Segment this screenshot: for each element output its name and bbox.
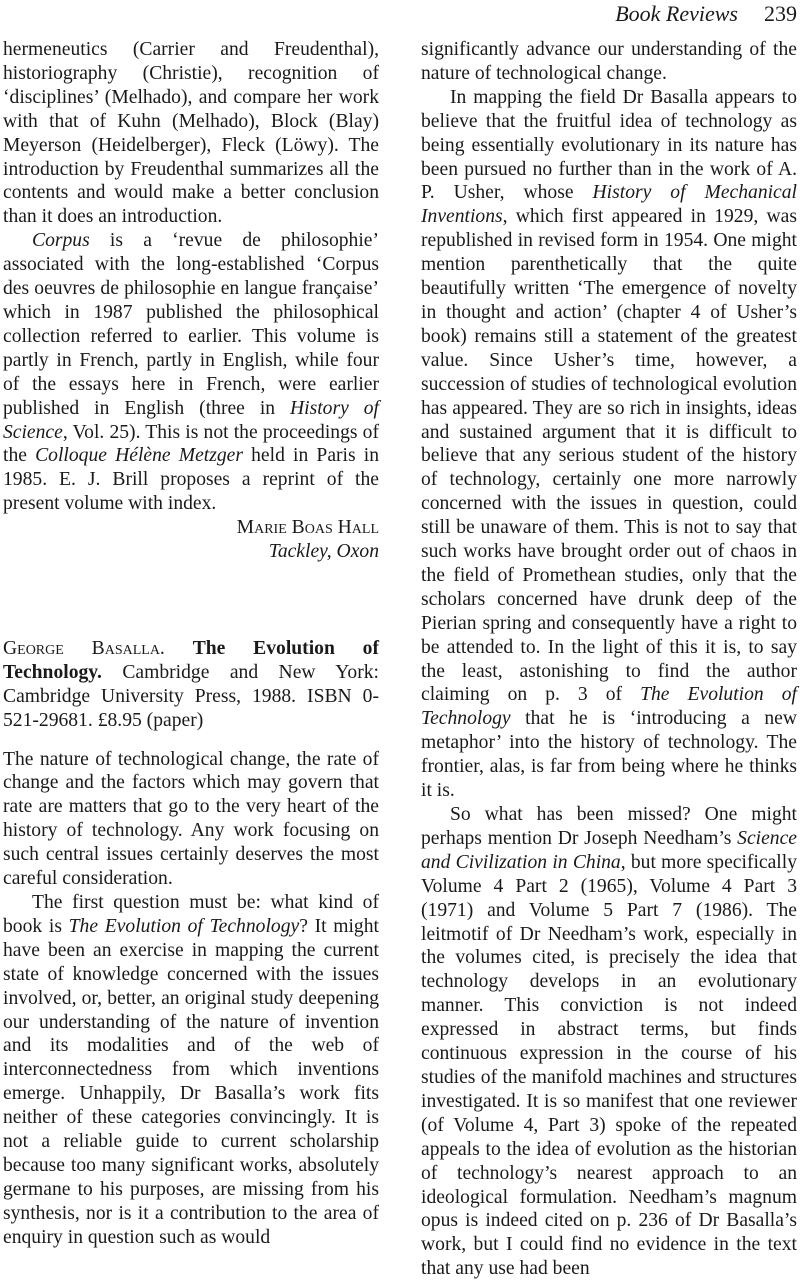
book-author: George Basalla. xyxy=(3,637,165,659)
paragraph: The nature of technological change, the rate of change and the factors which may govern that rate are matters that go to the very heart of the history of technology. Any work focusing on such central issues certainly deserves the most careful consideration. xyxy=(3,748,379,890)
book-publication: Cambridge and New York: Cambridge University Press, 1988. ISBN 0-521-29681. £8.95 (paper) xyxy=(3,661,379,731)
page-number: 239 xyxy=(764,1,797,26)
reviewer-name: Marie Boas Hall xyxy=(236,517,379,539)
reviewer-location: Tackley, Oxon xyxy=(268,541,379,563)
journal-title-corpus: Corpus xyxy=(32,230,90,252)
journal-title-hos: History of Science xyxy=(3,397,379,443)
needham-book-title: Science and Civilization in China xyxy=(421,827,797,873)
paragraph: Corpus is a ‘revue de philosophie’ associated with the long-established ‘Corpus des oeuvres de philosophie en langue française’ which in 1987 published the philosophical collection referred to earlier. This volume is partly in French, partly in English, while four of the essays here in French, were earlier published in English (three in History of Science, Vol. 25). This is not the proceedings of the Colloque Hélène Metzger held in Paris in 1985. E. J. Brill proposes a reprint of the present volume with index. xyxy=(3,230,380,515)
book-title-ref: The Evolution of Technology xyxy=(421,684,797,730)
running-head xyxy=(615,0,797,32)
colloque-title: Colloque Hélène Metzger xyxy=(35,445,243,467)
paragraph: The first question must be: what kind of book is The Evolution of Technology? It might have been an exercise in mapping the current state of knowledge concerned with the issues involved, or, better, an original study deepening our understanding of the nature of invention and its modalities and of the web of interconnectedness from which inventions emerge. Unhappily, Dr Basalla’s work fits neither of these categories convincingly. It is not a reliable guide to current scholarship because too many significant works, absolutely germane to his purposes, are missing from his synthesis, nor is it a contribution to the area of enquiry in question such as would xyxy=(3,892,379,1248)
book-title-ref: The Evolution of Technology xyxy=(68,915,300,937)
review-heading xyxy=(3,637,379,733)
paragraph: So what has been missed? One might perhaps mention Dr Joseph Needham’s Science and Civilization in China, but more specifically Volume 4 Part 2 (1965), Volume 4 Part 3 (1971) and Volume 5 Part 7 (1986). The leitmotif of Dr Needham’s work, especially in the volumes cited, is precisely the idea that technology develops in an evolutionary manner. This conviction is not indeed expressed in abstract terms, but finds continuous expression in the course of his studies of the manifold machines and structures investigated. It is so manifest that one reviewer (of Volume 4, Part 3) spoke of the repeated appeals to the idea of evolution as the historian of technology’s nearest approach to an ideological formulation. Needham’s magnum opus is indeed cited on p. 236 of Dr Basalla’s work, but I could find no evidence in the text that any use had been xyxy=(421,804,797,1280)
left-column xyxy=(3,38,379,1250)
paragraph: hermeneutics (Carrier and Freudenthal), historiography (Christie), recognition of ‘disciplines’ (Melhado), and compare her work with that of Kuhn (Melhado), Block (Blay) Meyerson (Heidelberger), Fleck (Löwy). The introduction by Freudenthal summarizes all the contents and would make a better conclusion than it does an introduction. xyxy=(3,39,379,228)
paragraph: In mapping the field Dr Basalla appears to believe that the fruitful idea of technology as being essentially evolutionary in its nature has been pursued no further than in the work of A. P. Usher, whose History of Mechanical Inventions, which first appeared in 1929, was republished in revised form in 1954. One might mention parenthetically that the quite beautifully written ‘The emergence of novelty in thought and action’ (chapter 4 of Usher’s book) remains still a statement of the greatest value. Since Usher’s time, however, a succession of studies of technological evolution has appeared. They are so rich in insights, ideas and sustained argument that it is difficult to believe that any serious student of the history of technology, certainly one more narrowly concerned with the issues in question, could still be unaware of them. This is not to say that such works have brought order out of chaos in the field of Promethean studies, only that the scholars concerned have drunk deep of the Pierian spring and consequently have a right to be attended to. In the light of this it is, to say the least, astonishing to find the author claiming on p. 3 of The Evolution of Technology that he is ‘introducing a new metaphor’ into the history of technology. The frontier, alas, is far from being where he thinks it is. xyxy=(421,86,797,802)
usher-book-title: History of Mechanical Inventions xyxy=(421,182,797,228)
section-title: Book Reviews xyxy=(615,1,738,26)
paragraph: significantly advance our understanding of the nature of technological change. xyxy=(421,39,797,84)
book-title: The Evolution of Technology. xyxy=(3,637,380,683)
right-column xyxy=(421,38,797,1281)
